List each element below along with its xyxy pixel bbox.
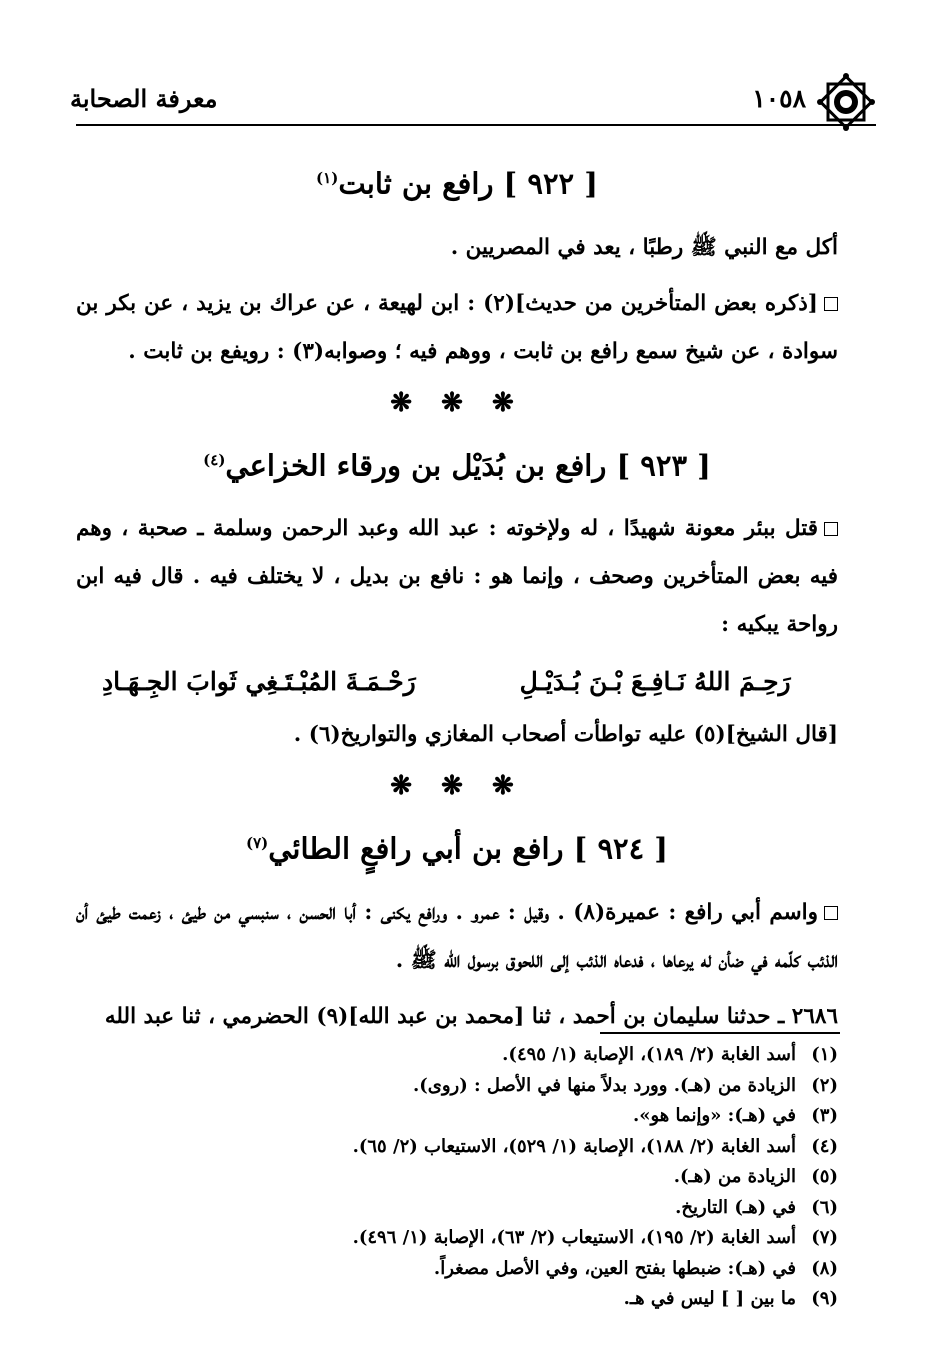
entry-924-paragraph-1	[76, 889, 838, 985]
footnote-marker: (٧)	[245, 834, 269, 853]
footnote-number: (٦)	[811, 1196, 838, 1218]
verse-first-hemistich: رَحِـمَ اللهُ نَـافِـعَ بْـنَ بُـدَيْـلِ	[519, 667, 791, 697]
square-bullet-icon	[824, 522, 838, 536]
paragraph-text: واسم أبي رافع : عميرة(٨) . وقيل : عمرو . ورافع يكنى : أبا الحسن ، سنبسي من طيئ ، زعمت طيئ أن الذئب كلّمه في ضأن له يرعاها ، فدعاه الذئب إلى اللحوق برسول الله ﷺ .	[76, 899, 838, 973]
footnote-text: الزيادة من (هـ). وورد بدلاً منها في الأصل : (روى).	[412, 1074, 796, 1096]
running-title: معرفة الصحابة	[70, 84, 218, 113]
entry-923-after-verse: [قال الشيخ](٥) عليه تواطأت أصحاب المغازي والتواريخ(٦) .	[293, 722, 838, 748]
footnote-8	[76, 1254, 838, 1285]
footnote-2	[76, 1071, 838, 1102]
header-rule	[76, 124, 876, 126]
entry-title-922	[76, 154, 838, 208]
square-bullet-icon	[824, 906, 838, 920]
entry-title-text: [ ٩٢٢ ] رافع بن ثابت	[338, 166, 598, 201]
footnote-rule	[600, 1032, 840, 1034]
entry-title-text: [ ٩٢٣ ] رافع بن بُدَيْل بن ورقاء الخزاعي	[225, 448, 711, 483]
page-number: ١٠٥٨	[752, 84, 806, 113]
footnote-marker: (٤)	[203, 450, 226, 469]
footnote-7	[76, 1223, 838, 1254]
footnote-number: (٩)	[811, 1288, 838, 1309]
paragraph-text: قتل ببئر معونة شهيدًا ، له ولإخوته : عبد الله وعبد الرحمن وسلمة ـ صحبة ، وهم فيه بعض المتأخرين وصحف ، وإنما هو : نافع بن بديل ، لا يختلف فيه . قال فيه ابن رواحة يبكيه :	[76, 516, 838, 638]
section-separator: ❋ ❋ ❋	[390, 387, 524, 418]
footnote-4	[76, 1132, 838, 1163]
entry-title-924	[76, 819, 838, 873]
section-separator: ❋ ❋ ❋	[390, 771, 524, 802]
footnote-text: في (هـ) التاريخ.	[675, 1196, 796, 1218]
footnote-1	[76, 1040, 838, 1071]
footnote-9	[76, 1284, 838, 1315]
main-text	[76, 140, 838, 1049]
footnote-number: (٧)	[811, 1227, 838, 1248]
footnote-5	[76, 1162, 838, 1193]
footnote-number: (٣)	[811, 1105, 838, 1126]
entry-title-923	[76, 436, 838, 490]
verse-second-hemistich: رَحْـمَـةَ المُبْـتَـغِي ثَوابَ الجِـهَـادِ	[101, 667, 416, 697]
octagram-ornament-icon	[816, 72, 876, 132]
footnote-marker: (١)	[316, 169, 339, 187]
footnote-number: (٢)	[811, 1074, 838, 1096]
paragraph-text: [ذكره بعض المتأخرين من حديث](٢) : ابن لهيعة ، عن عراك بن يزيد ، عن بكر بن سوادة ، عن شيخ سمع رافع بن ثابت ، ووهم فيه ؛ وصوابه(٣) : رويفع بن ثابت .	[76, 290, 838, 364]
entry-923-paragraph-1	[76, 505, 838, 649]
footnote-number: (٨)	[811, 1257, 838, 1279]
footnote-text: ما بين [ ] ليس في هـ.	[623, 1288, 796, 1309]
paragraph-text: أكل مع النبي ﷺ رطبًا ، يعد في المصريين .	[450, 234, 838, 260]
footnote-text: أسد الغابة (٢/ ١٨٨)، الإصابة (١/ ٥٢٩)، الاستيعاب (٢/ ٦٥).	[352, 1135, 796, 1157]
footnote-text: في (هـ): «وإنما هو».	[632, 1105, 796, 1126]
footnote-text: أسد الغابة (٢/ ١٨٩)، الإصابة (١/ ٤٩٥).	[502, 1044, 796, 1065]
footnote-number: (٥)	[811, 1166, 838, 1187]
footnote-text: أسد الغابة (٢/ ١٩٥)، الاستيعاب (٢/ ٦٣)، الإصابة (١/ ٤٩٦).	[352, 1227, 796, 1248]
poem-verse	[76, 657, 838, 707]
footnote-3	[76, 1101, 838, 1132]
footnote-text: الزيادة من (هـ).	[673, 1166, 796, 1187]
entry-922-paragraph-1	[76, 224, 838, 272]
footnote-number: (٤)	[811, 1135, 838, 1157]
square-bullet-icon	[824, 297, 838, 311]
page-header	[70, 72, 876, 132]
entry-title-text: [ ٩٢٤ ] رافع بن أبي رافعٍ الطائي	[268, 831, 669, 866]
footnotes	[76, 1040, 838, 1315]
paragraph-text: ٢٦٨٦ ـ حدثنا سليمان بن أحمد ، ثنا [محمد بن عبد الله](٩) الحضرمي ، ثنا عبد الله	[104, 1003, 838, 1029]
footnote-text: في (هـ): ضبطها بفتح العين، وفي الأصل مصغراً.	[433, 1257, 796, 1279]
footnote-number: (١)	[811, 1044, 838, 1065]
entry-922-paragraph-2	[76, 280, 838, 376]
footnote-6	[76, 1193, 838, 1224]
